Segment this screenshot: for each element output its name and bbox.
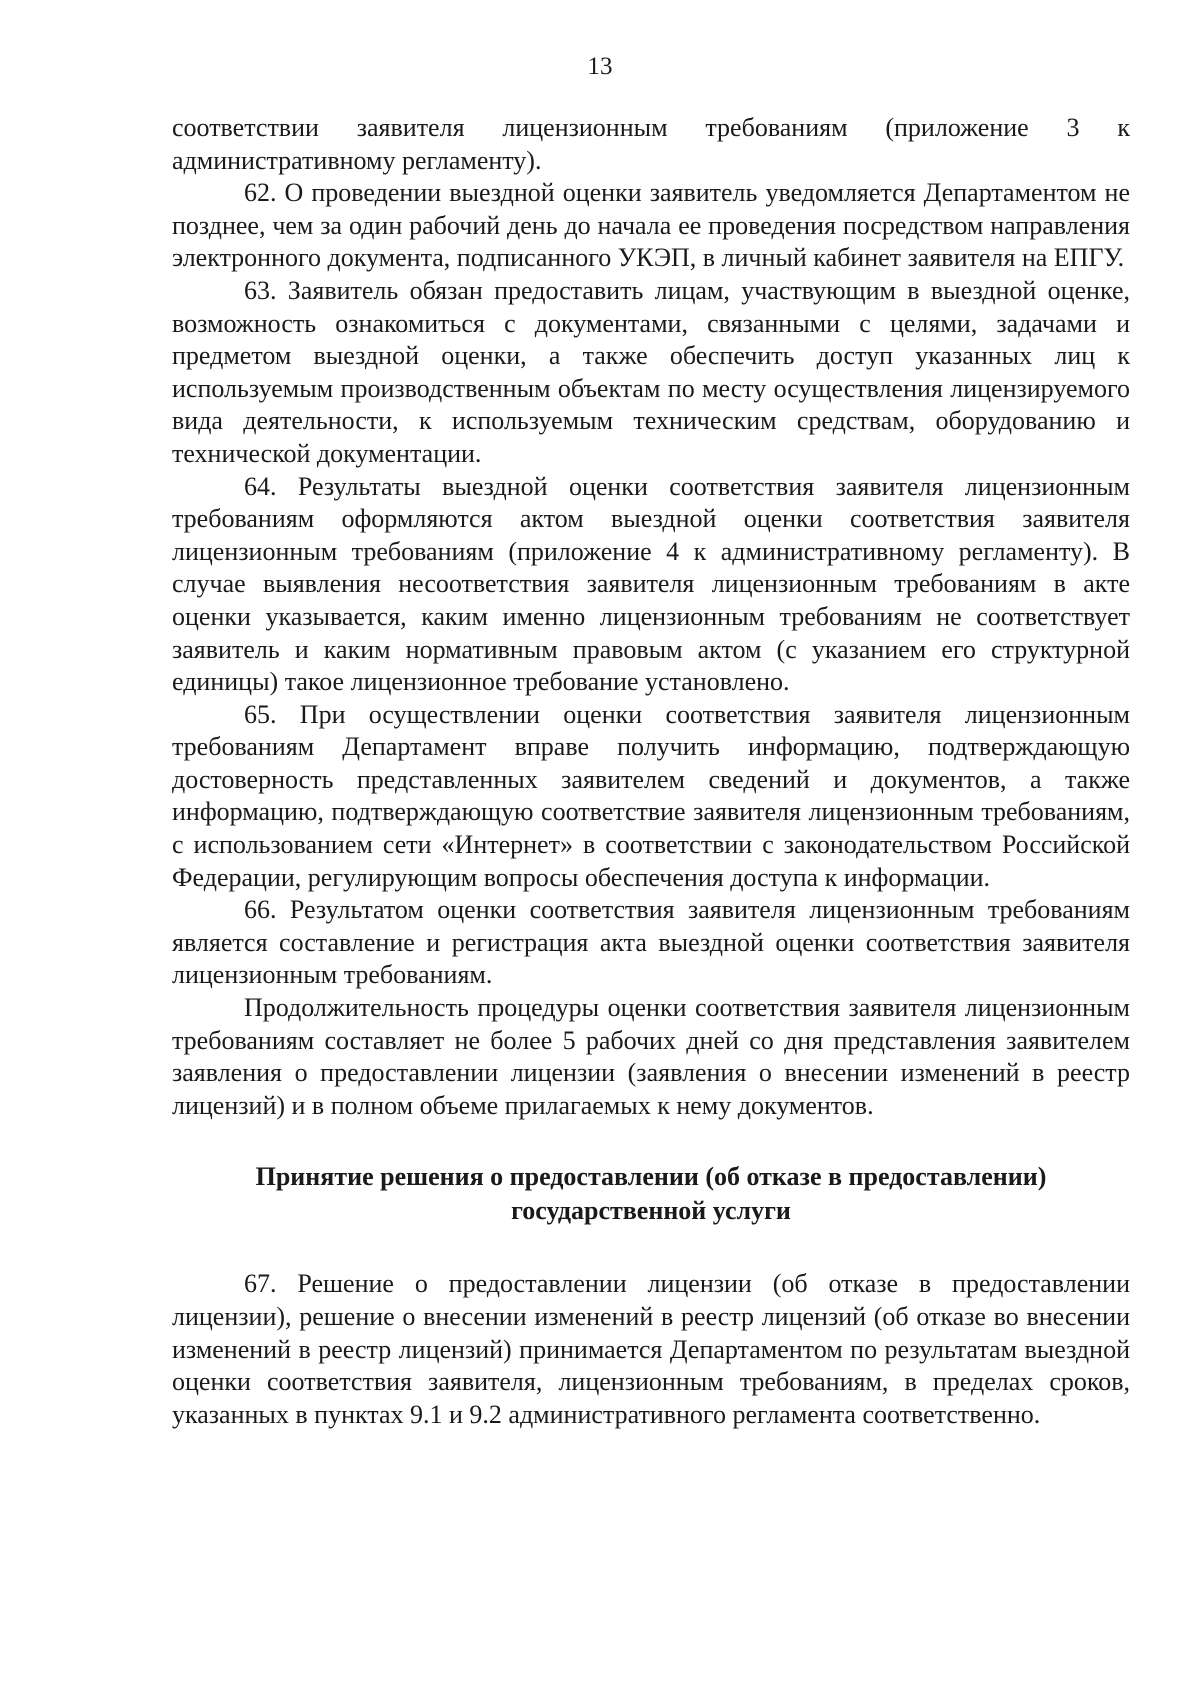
paragraph-63: 63. Заявитель обязан предоставить лицам, участвующим в выездной оценке, возможность ознакомиться с документами, связанными с целями, задачами и предметом выездной оценки, а также обеспечить доступ указанных лиц к используемым производственным объектам по месту осуществления лицензируемого вида деятельности, к используемым техническим средствам, оборудованию и технической документации.	[172, 275, 1130, 468]
paragraph-66-duration: Продолжительность процедуры оценки соответствия заявителя лицензионным требованиям составляет не более 5 рабочих дней со дня представления заявителем заявления о предоставлении лицензии (заявления о внесении изменений в реестр лицензий) и в полном объеме прилагаемых к нему документов.	[172, 993, 1130, 1120]
paragraph-66: 66. Результатом оценки соответствия заявителя лицензионным требованиям является составление и регистрация акта выездной оценки соответствия заявителя лицензионным требованиям.	[172, 895, 1130, 990]
paragraph-61-continuation: соответствии заявителя лицензионным требованиям (приложение 3 к административному регламенту).	[172, 113, 1130, 175]
section-heading-line-1: Принятие решения о предоставлении (об отказе в предоставлении)	[255, 1162, 1047, 1192]
paragraph-64: 64. Результаты выездной оценки соответствия заявителя лицензионным требованиям оформляются актом выездной оценки соответствия заявителя лицензионным требованиям (приложение 4 к административному регламенту). В случае выявления несоответствия заявителя лицензионным требованиям в акте оценки указывается, каким именно лицензионным требованиям не соответствует заявитель и каким нормативным правовым актом (с указанием его структурной единицы) такое лицензионное требование установлено.	[172, 471, 1130, 697]
paragraph-67: 67. Решение о предоставлении лицензии (об отказе в предоставлении лицензии), решение о внесении изменений в реестр лицензий (об отказе во внесении изменений в реестр лицензий) принимается Департаментом по результатам выездной оценки соответствия заявителя, лицензионным требованиям, в пределах сроков, указанных в пунктах 9.1 и 9.2 административного регламента соответственно.	[172, 1269, 1130, 1429]
page-number: 13	[587, 53, 613, 80]
section-heading	[172, 1160, 1130, 1228]
section-heading-line-2: государственной услуги	[511, 1196, 791, 1226]
paragraph-62: 62. О проведении выездной оценки заявитель уведомляется Департаментом не позднее, чем за один рабочий день до начала ее проведения посредством направления электронного документа, подписанного УКЭП, в личный кабинет заявителя на ЕПГУ.	[172, 178, 1130, 273]
paragraph-65: 65. При осуществлении оценки соответствия заявителя лицензионным требованиям Департамент вправе получить информацию, подтверждающую достоверность представленных заявителем сведений и документов, а также информацию, подтверждающую соответствие заявителя лицензионным требованиям, с использованием сети «Интернет» в соответствии с законодательством Российской Федерации, регулирующим вопросы обеспечения доступа к информации.	[172, 699, 1130, 892]
document-body	[172, 112, 1130, 1431]
